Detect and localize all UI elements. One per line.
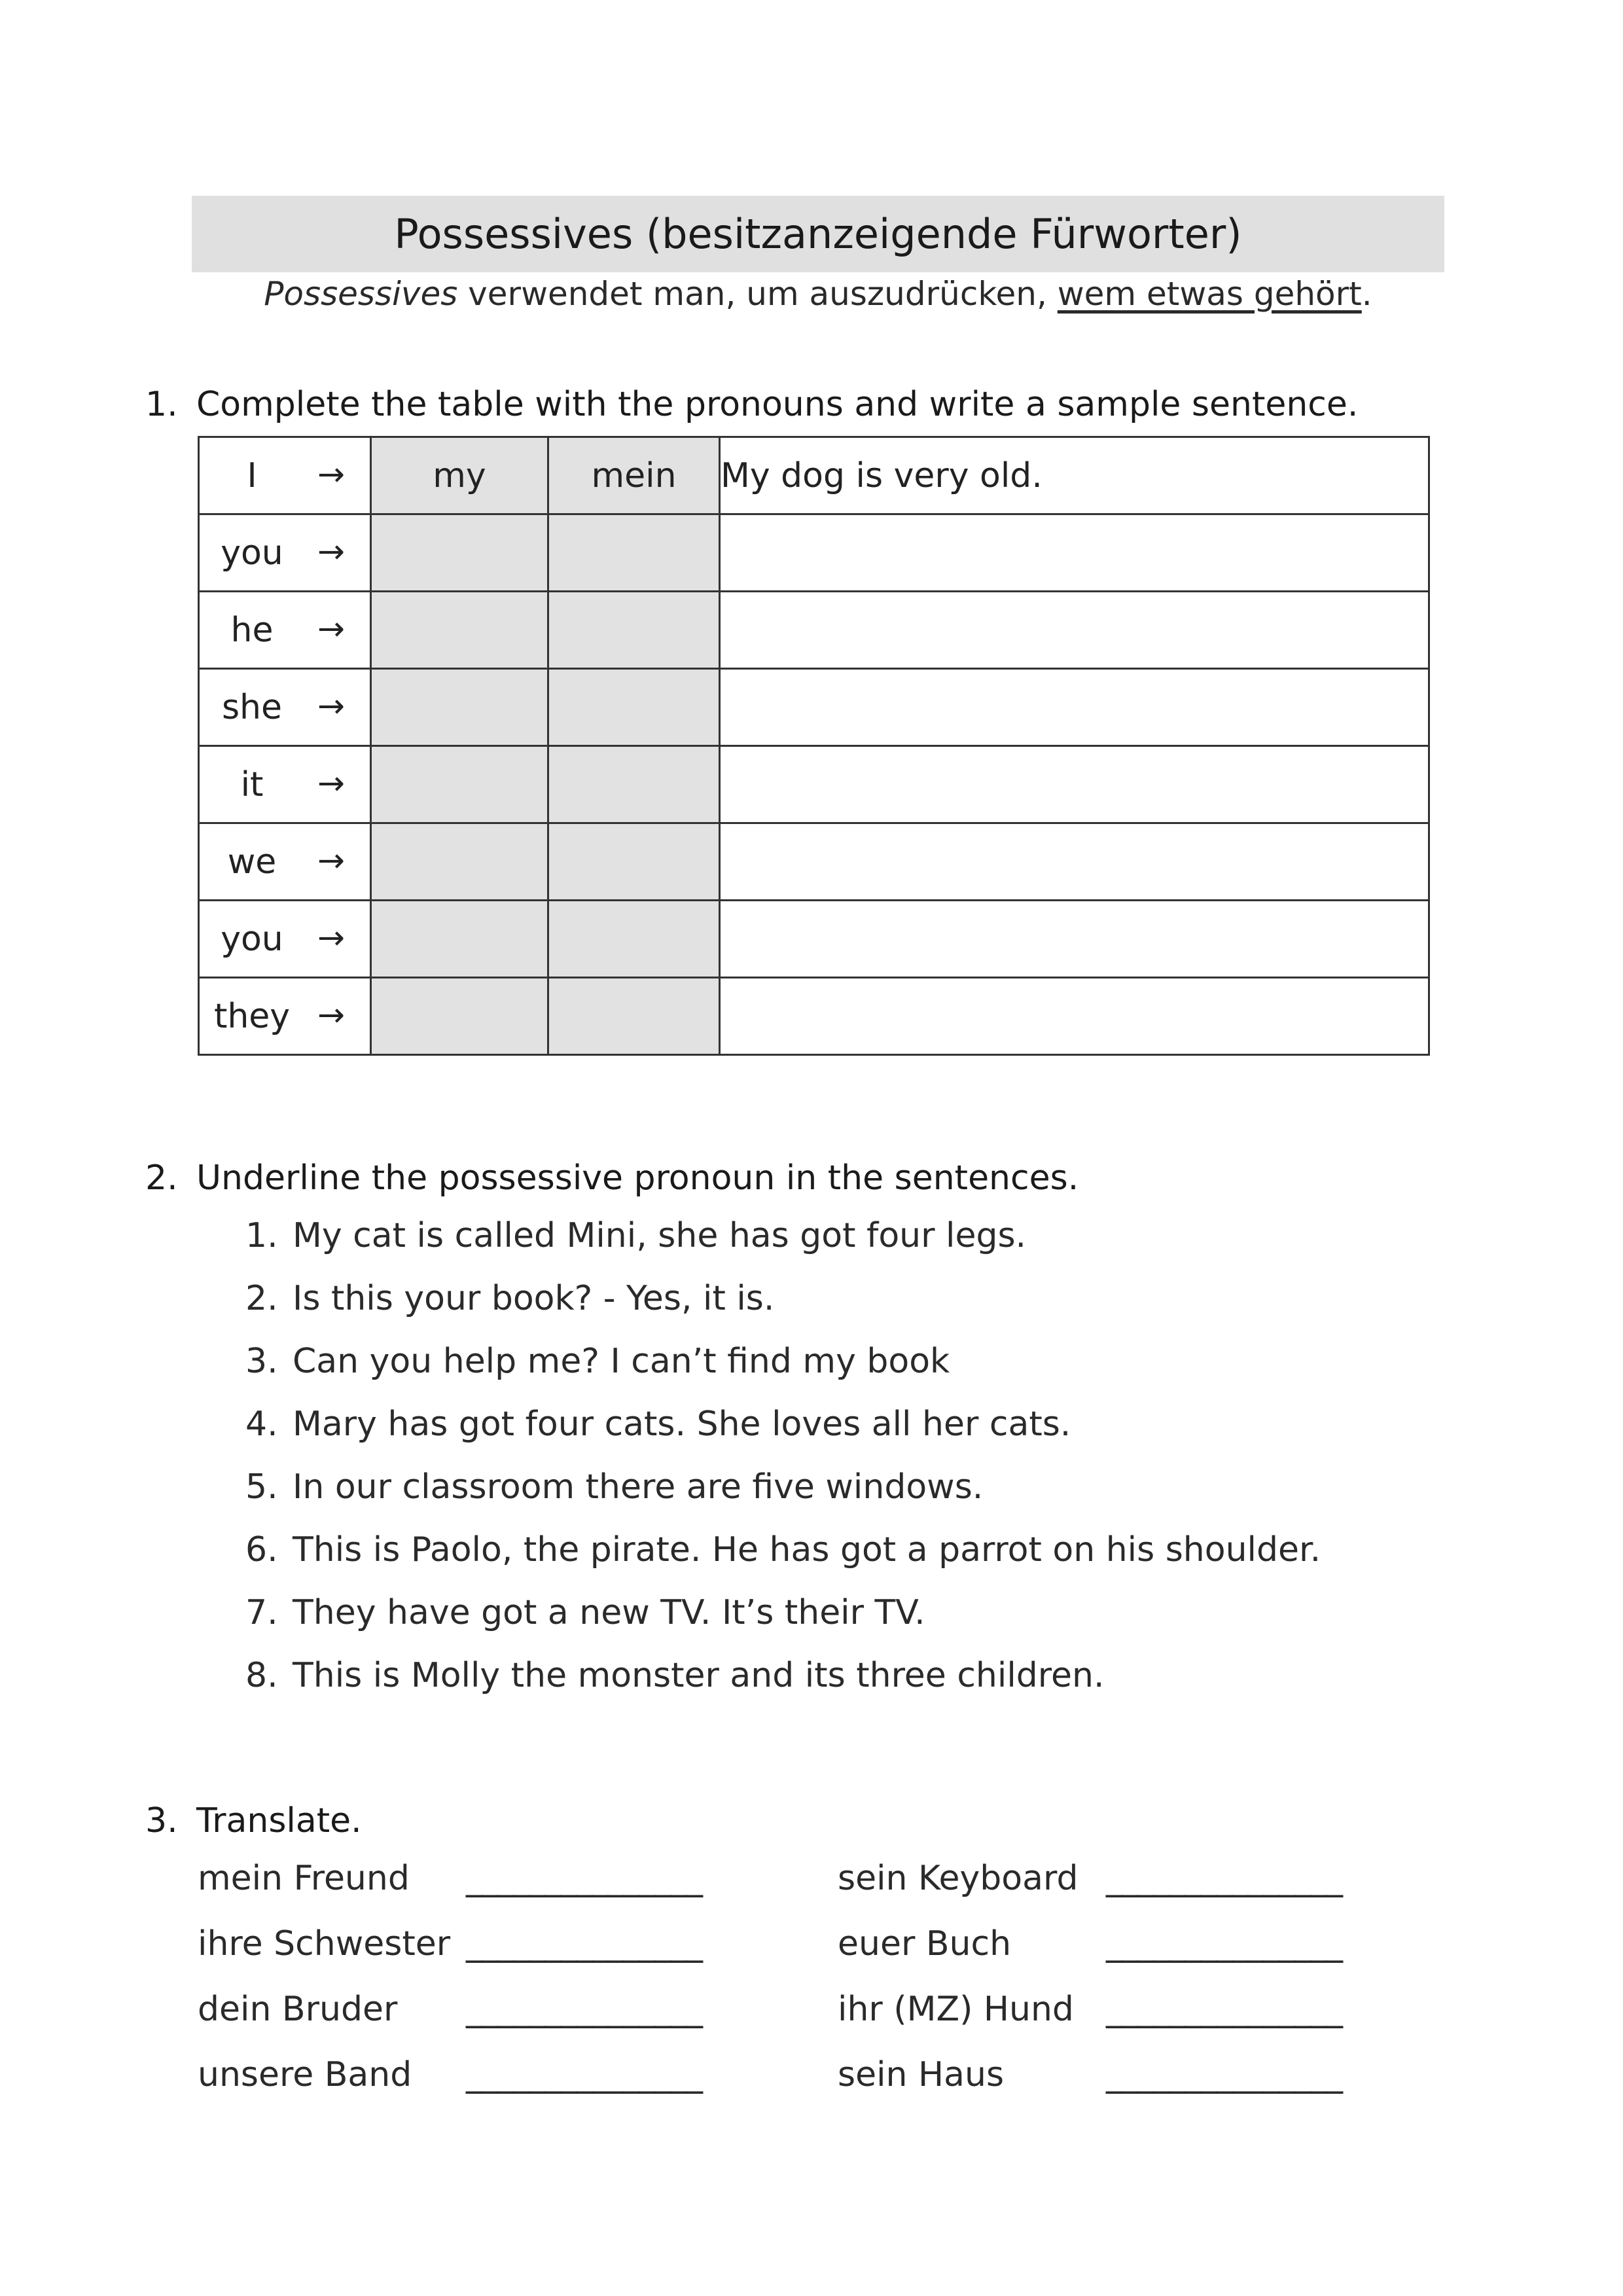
list-item [245,1405,1071,1444]
list-item-text: Mary has got four cats. She loves all her cats. [293,1405,1071,1444]
subtitle-italic-word: Possessives [264,275,458,313]
sample-sentence-cell[interactable] [720,746,1429,823]
pronoun-label: I [247,456,257,495]
page-subtitle [192,275,1444,313]
list-item-text: In our classroom there are five windows. [293,1467,984,1507]
english-possessive-cell[interactable] [371,514,548,592]
pronoun-cell [199,746,371,823]
list-item [245,1216,1026,1255]
english-possessive-cell[interactable] [371,978,548,1055]
english-possessive-cell[interactable]: my [371,437,548,514]
table-row [199,592,1429,669]
task3-instruction: Translate. [196,1801,362,1840]
answer-blank[interactable]: _______________ [1106,2055,1342,2094]
list-item-text: My cat is called Mini, she has got four legs. [293,1216,1027,1255]
page-title [192,196,1444,272]
german-possessive-cell[interactable] [548,978,720,1055]
english-possessive-cell[interactable] [371,901,548,978]
answer-blank[interactable]: _______________ [1106,1990,1342,2029]
pronoun-label: we [227,842,277,882]
arrow-right-icon: → [317,996,345,1034]
sample-sentence-cell[interactable]: My dog is very old. [720,437,1429,514]
german-possessive-cell[interactable] [548,514,720,592]
list-item-text: Is this your book? - Yes, it is. [293,1279,775,1318]
answer-blank[interactable]: _______________ [1106,1859,1342,1898]
list-item [245,1467,983,1507]
answer-blank[interactable]: _______________ [466,1924,702,1964]
list-item-number: 8. [245,1656,278,1695]
translate-word: unsere Band [198,2055,412,2094]
table-row [199,514,1429,592]
answer-blank[interactable]: _______________ [466,1859,702,1898]
table-row [199,901,1429,978]
sample-sentence-cell[interactable] [720,514,1429,592]
translate-word: ihre Schwester [198,1924,451,1964]
table-row [199,823,1429,901]
sample-sentence-cell[interactable] [720,901,1429,978]
pronoun-cell [199,437,371,514]
table-row [199,978,1429,1055]
german-possessive-cell[interactable] [548,592,720,669]
arrow-right-icon: → [317,455,345,493]
pronoun-label: they [213,996,291,1036]
german-possessive-cell[interactable] [548,901,720,978]
list-item [245,1342,950,1381]
translate-word: sein Haus [838,2055,1005,2094]
table-row [199,669,1429,746]
pronoun-label: she [221,687,283,727]
subtitle-middle: verwendet man, um auszudrücken, [457,275,1058,313]
page-title-text: Possessives (besitzanzeigende Fürworter) [394,210,1242,258]
list-item [245,1656,1104,1695]
german-possessive-cell[interactable] [548,669,720,746]
list-item-number: 1. [245,1216,278,1255]
translate-word: mein Freund [198,1859,410,1898]
answer-blank[interactable]: _______________ [1106,1924,1342,1964]
list-item-number: 5. [245,1467,278,1507]
pronoun-label: you [221,919,283,959]
english-possessive-cell[interactable] [371,592,548,669]
english-possessive-cell[interactable] [371,823,548,901]
sample-sentence-cell[interactable] [720,823,1429,901]
pronoun-cell [199,823,371,901]
task1-instruction: Complete the table with the pronouns and write a sample sentence. [196,385,1359,424]
arrow-right-icon: → [317,687,345,725]
pronoun-cell [199,901,371,978]
english-possessive-cell[interactable] [371,746,548,823]
list-item-number: 3. [245,1342,278,1381]
list-item-number: 2. [245,1279,278,1318]
list-item-number: 7. [245,1593,278,1632]
task3-number: 3. [145,1801,178,1840]
translate-word: dein Bruder [198,1990,398,2029]
task2-number: 2. [145,1158,178,1198]
sample-sentence-cell[interactable] [720,592,1429,669]
translate-word: euer Buch [838,1924,1012,1964]
list-item [245,1530,1321,1570]
list-item [245,1279,774,1318]
sample-sentence-cell[interactable] [720,669,1429,746]
pronoun-cell [199,592,371,669]
list-item-text: They have got a new TV. It’s their TV. [293,1593,925,1632]
arrow-right-icon: → [317,841,345,880]
pronoun-cell [199,669,371,746]
subtitle-end: . [1361,275,1372,313]
arrow-right-icon: → [317,764,345,802]
subtitle-underlined: wem etwas gehört [1057,275,1362,313]
answer-blank[interactable]: _______________ [466,2055,702,2094]
task1-number: 1. [145,385,178,424]
german-possessive-cell[interactable] [548,746,720,823]
list-item-text: Can you help me? I can’t find my book [293,1342,950,1381]
pronoun-label: it [240,764,264,804]
pronoun-label: he [230,610,274,650]
translate-word: ihr (MZ) Hund [838,1990,1074,2029]
translate-word: sein Keyboard [838,1859,1079,1898]
arrow-right-icon: → [317,609,345,648]
task2-instruction: Underline the possessive pronoun in the sentences. [196,1158,1079,1198]
pronoun-table [198,436,1430,1056]
german-possessive-cell[interactable]: mein [548,437,720,514]
list-item-number: 4. [245,1405,278,1444]
pronoun-cell [199,978,371,1055]
table-row [199,746,1429,823]
german-possessive-cell[interactable] [548,823,720,901]
list-item-number: 6. [245,1530,278,1570]
list-item [245,1593,925,1632]
pronoun-label: you [221,533,283,573]
pronoun-cell [199,514,371,592]
sample-sentence-cell[interactable] [720,978,1429,1055]
arrow-right-icon: → [317,532,345,571]
list-item-text: This is Molly the monster and its three children. [293,1656,1105,1695]
list-item-text: This is Paolo, the pirate. He has got a parrot on his shoulder. [293,1530,1321,1570]
arrow-right-icon: → [317,918,345,957]
answer-blank[interactable]: _______________ [466,1990,702,2029]
table-row [199,437,1429,514]
english-possessive-cell[interactable] [371,669,548,746]
